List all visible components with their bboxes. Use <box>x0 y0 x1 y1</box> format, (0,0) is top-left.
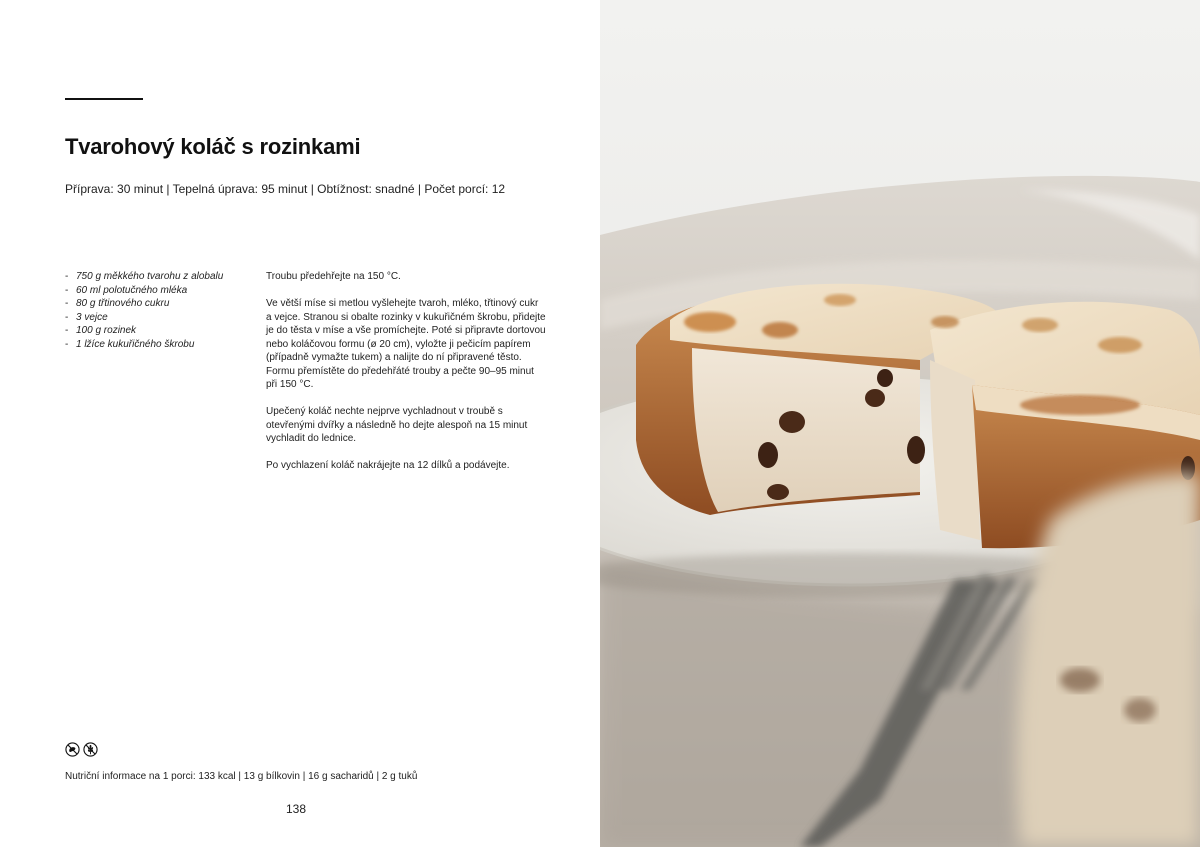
nutrition-info: Nutriční informace na 1 porci: 133 kcal | 13 g bílkovin | 16 g sacharidů | 2 g tuků <box>65 771 418 782</box>
ingredient-item: - 750 g měkkého tvarohu z alobalu <box>65 270 255 284</box>
browned-spot <box>931 316 959 328</box>
ingredient-item: - 3 vejce <box>65 311 255 325</box>
browned-spot <box>762 322 798 338</box>
page-number: 138 <box>286 802 307 816</box>
raisin-blurred <box>1124 698 1156 722</box>
ingredient-item: - 80 g třtinového cukru <box>65 297 255 311</box>
browned-spot <box>824 294 856 306</box>
cheesecake-with-raisins-photo <box>600 0 1200 847</box>
method-step: Upečený koláč nechte nejprve vychladnout v troubě s otevřenými dvířky a následně ho dejte alespoň na 15 minut vychladit do lednice. <box>266 406 528 444</box>
photo-illustration <box>600 0 1200 847</box>
ingredient-item: - 1 lžíce kukuřičného škrobu <box>65 338 255 352</box>
ingredient-item: - 100 g rozinek <box>65 324 255 338</box>
raisin <box>779 411 805 433</box>
recipe-title: Tvarohový koláč s rozinkami <box>65 134 361 159</box>
browned-spot <box>684 312 736 332</box>
method-step: Ve větší míse si metlou vyšlehejte tvaroh, mléko, třtinový cukr a vejce. Stranou si obalte rozinky v kukuřičném škrobu, přidejte je do těsta v míse a vše promíchejte. Poté si připravte dortovou nebo koláčovou formu (ø 20 cm), vyložte ji pečicím papírem (případně vymažte tukem) a nalijte do ní připravené těsto. Formu přemístěte do předehřáté trouby a pečte 90–95 minut při 150 °C. <box>266 298 546 390</box>
title-rule <box>65 98 143 100</box>
method-step: Po vychlazení koláč nakrájejte na 12 dílků a podávejte. <box>266 460 510 471</box>
browned-spot <box>1098 337 1142 353</box>
raisin <box>877 369 893 387</box>
method-text <box>266 270 546 486</box>
raisin-blurred <box>1060 668 1100 692</box>
raisin <box>767 484 789 500</box>
diet-icons <box>65 742 98 757</box>
ingredient-item: - 60 ml polotučného mléka <box>65 284 255 298</box>
raisin <box>907 436 925 464</box>
raisin <box>865 389 885 407</box>
ingredient-list <box>65 270 255 351</box>
recipe-meta: Příprava: 30 minut | Tepelná úprava: 95 minut | Obtížnost: snadné | Počet porcí: 12 <box>65 182 506 196</box>
browned-spot <box>1022 318 1058 332</box>
raisin <box>758 442 778 468</box>
browned-spot <box>1020 395 1140 415</box>
method-step: Troubu předehřejte na 150 °C. <box>266 271 401 282</box>
gluten-free-icon <box>83 742 98 757</box>
no-meat-icon <box>65 742 80 757</box>
